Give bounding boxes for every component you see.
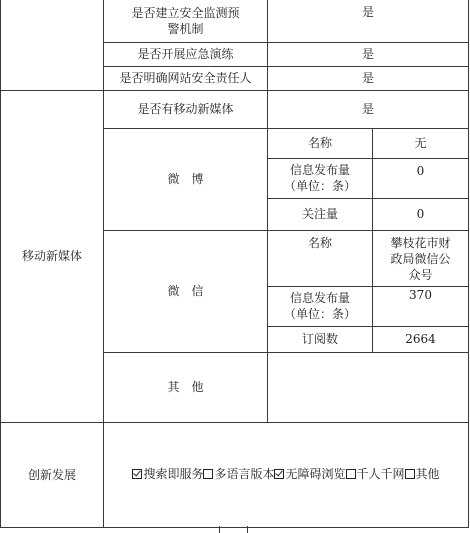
wechat-posts-value: 370	[373, 286, 469, 326]
option-search-service-label: 搜索即服务	[143, 467, 204, 481]
blank-section-cell	[1, 0, 104, 90]
weibo-posts-label: 信息发布量 （单位：条）	[268, 158, 373, 198]
innovation-options	[104, 422, 469, 527]
warning-mechanism-value: 是	[268, 0, 469, 42]
wechat-name-label: 名称	[268, 230, 373, 286]
checked-box-icon[interactable]	[274, 469, 284, 479]
unchecked-box-icon[interactable]	[203, 469, 213, 479]
footer-tick	[247, 526, 248, 533]
wechat-subscribers-label: 订阅数	[268, 326, 373, 352]
security-responsible-label: 是否明确网站安全责任人	[104, 66, 268, 90]
option-personalized-label: 千人千网	[356, 467, 405, 481]
weibo-label: 微 博	[104, 128, 268, 230]
option-accessibility[interactable]	[274, 466, 345, 482]
weibo-followers-label: 关注量	[268, 198, 373, 230]
innovation-section-label: 创新发展	[1, 422, 104, 527]
weibo-posts-value: 0	[373, 158, 469, 198]
wechat-label: 微 信	[104, 230, 268, 352]
emergency-drill-value: 是	[268, 42, 469, 66]
weibo-name-value: 无	[373, 128, 469, 158]
weibo-followers-value: 0	[373, 198, 469, 230]
wechat-posts-label: 信息发布量 （单位：条）	[268, 286, 373, 326]
wechat-name-value: 攀枝花市财政局微信公众号	[373, 230, 469, 286]
mobile-media-section-label: 移动新媒体	[1, 90, 104, 422]
option-accessibility-label: 无障碍浏览	[285, 467, 346, 481]
unchecked-box-icon[interactable]	[405, 469, 415, 479]
warning-mechanism-label	[104, 0, 268, 42]
has-mobile-media-value: 是	[268, 90, 469, 128]
wechat-subscribers-value: 2664	[373, 326, 469, 352]
has-mobile-media-label: 是否有移动新媒体	[104, 90, 268, 128]
other-media-value	[268, 352, 469, 422]
option-personalized[interactable]	[346, 466, 405, 482]
option-other[interactable]	[405, 466, 440, 482]
warning-mechanism-label-text: 是否建立安全监测预警机制	[131, 5, 240, 36]
emergency-drill-label: 是否开展应急演练	[104, 42, 268, 66]
option-multilingual-label: 多语言版本	[214, 467, 275, 481]
security-responsible-value: 是	[268, 66, 469, 90]
other-media-label: 其 他	[104, 352, 268, 422]
weibo-name-label: 名称	[268, 128, 373, 158]
option-search-service[interactable]	[132, 466, 203, 482]
option-multilingual[interactable]	[203, 466, 274, 482]
checked-box-icon[interactable]	[132, 469, 142, 479]
option-other-label: 其他	[415, 467, 440, 481]
footer-tick	[219, 526, 220, 533]
unchecked-box-icon[interactable]	[346, 469, 356, 479]
